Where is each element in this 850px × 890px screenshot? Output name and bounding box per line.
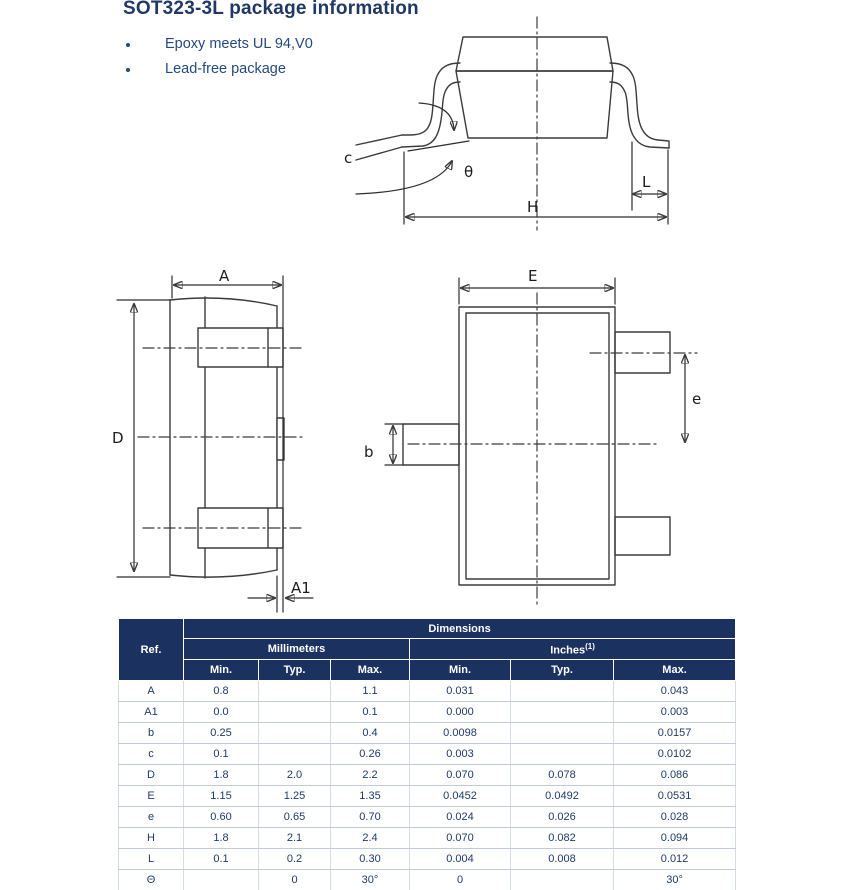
value-cell: 0.043 (614, 681, 736, 702)
dim-label-E: E (528, 267, 538, 285)
ref-cell: E (119, 786, 184, 807)
right-bottom-lead (615, 517, 670, 555)
value-cell: 30° (331, 870, 410, 890)
dimensions-table (118, 618, 735, 890)
lead-thickness-extension (356, 147, 402, 160)
right-lead (610, 82, 669, 148)
bullet-text: Lead-free package (165, 61, 286, 77)
value-cell: 2.1 (259, 828, 331, 849)
value-cell: 1.8 (184, 828, 259, 849)
package-body (170, 570, 277, 577)
table-row (119, 870, 736, 890)
value-cell (511, 744, 614, 765)
value-cell: 0.30 (331, 849, 410, 870)
value-cell: 0.60 (184, 807, 259, 828)
value-cell: 0.25 (184, 723, 259, 744)
value-cell: 0.0 (184, 702, 259, 723)
value-cell (259, 681, 331, 702)
package-top-view-figure (355, 252, 715, 620)
dim-label-D: D (112, 429, 124, 447)
table-row (119, 786, 736, 807)
value-cell: 0.65 (259, 807, 331, 828)
table-row (119, 702, 736, 723)
value-cell (511, 870, 614, 890)
value-cell: 0.003 (614, 702, 736, 723)
package-side-view-figure (335, 12, 690, 234)
value-cell: 2.2 (331, 765, 410, 786)
table-row (119, 723, 736, 744)
dim-label-A1: A1 (291, 579, 311, 597)
value-cell: 0.012 (614, 849, 736, 870)
value-cell: 0.026 (511, 807, 614, 828)
ref-cell: H (119, 828, 184, 849)
table-row (119, 828, 736, 849)
ref-cell: e (119, 807, 184, 828)
value-cell: 0.024 (410, 807, 511, 828)
dim-label-e: e (692, 390, 702, 408)
value-cell: 0.070 (410, 828, 511, 849)
inches-footnote-ref: (1) (585, 641, 595, 651)
lead-thickness-extension (356, 135, 402, 145)
dim-label-H: H (527, 198, 539, 216)
ref-cell: D (119, 765, 184, 786)
value-cell: 0.0492 (511, 786, 614, 807)
value-cell: 0.028 (614, 807, 736, 828)
value-cell (511, 681, 614, 702)
package-body-top (456, 37, 613, 71)
dim-label-L: L (642, 173, 651, 191)
inches-header: Inches$^{(1)}$ (410, 639, 736, 660)
value-cell: 0.2 (259, 849, 331, 870)
value-cell: 0.0452 (410, 786, 511, 807)
right-lead (610, 63, 669, 148)
value-cell: 0.1 (331, 702, 410, 723)
value-cell: 0.0098 (410, 723, 511, 744)
value-cell: 0.004 (410, 849, 511, 870)
ref-cell: L (119, 849, 184, 870)
value-cell: 0.078 (511, 765, 614, 786)
value-cell: 1.8 (184, 765, 259, 786)
value-cell: 0.082 (511, 828, 614, 849)
value-cell: 0 (410, 870, 511, 890)
dim-label-c: c (344, 149, 353, 167)
value-cell: 0.086 (614, 765, 736, 786)
ref-cell: Θ (119, 870, 184, 890)
value-cell: 0.0157 (614, 723, 736, 744)
dim-label-theta: θ (464, 163, 474, 181)
value-cell: 0.70 (331, 807, 410, 828)
value-cell: 0.1 (184, 849, 259, 870)
value-cell: 30° (614, 870, 736, 890)
dim-label-b: b (364, 443, 374, 461)
bullet-item (123, 36, 313, 53)
value-cell (259, 744, 331, 765)
dimensions-header: Dimensions (184, 619, 736, 639)
value-cell: 0.094 (614, 828, 736, 849)
bullet-list (123, 36, 313, 86)
value-cell: 2.4 (331, 828, 410, 849)
value-cell (259, 702, 331, 723)
page-title: SOT323-3L package information (123, 0, 419, 19)
col-header-min-mm: Min. (184, 660, 259, 681)
value-cell: 0.4 (331, 723, 410, 744)
ref-cell: b (119, 723, 184, 744)
value-cell: 1.35 (331, 786, 410, 807)
bullet-dot-icon (126, 68, 130, 72)
value-cell (511, 702, 614, 723)
value-cell (184, 870, 259, 890)
table-row (119, 744, 736, 765)
c-callout-arc (419, 103, 454, 130)
value-cell (511, 723, 614, 744)
dimensions-table-body (119, 681, 736, 890)
value-cell (259, 723, 331, 744)
value-cell: 0 (259, 870, 331, 890)
col-header-typ-in: Typ. (511, 660, 614, 681)
table-row (119, 807, 736, 828)
value-cell: 1.15 (184, 786, 259, 807)
value-cell: 0.031 (410, 681, 511, 702)
package-body-bottom (456, 71, 613, 138)
package-front-view-figure (95, 252, 335, 620)
value-cell: 2.0 (259, 765, 331, 786)
ref-cell: A (119, 681, 184, 702)
ref-cell: c (119, 744, 184, 765)
value-cell: 0.26 (331, 744, 410, 765)
value-cell: 0.000 (410, 702, 511, 723)
value-cell: 0.0102 (614, 744, 736, 765)
col-header-max-in: Max. (614, 660, 736, 681)
dim-label-A: A (219, 267, 230, 285)
col-header-typ-mm: Typ. (259, 660, 331, 681)
col-header-min-in: Min. (410, 660, 511, 681)
left-lead (402, 63, 460, 135)
bullet-dot-icon (126, 43, 130, 47)
bullet-text: Epoxy meets UL 94,V0 (165, 36, 313, 52)
package-body (170, 298, 277, 306)
ref-cell: A1 (119, 702, 184, 723)
bullet-item (123, 61, 313, 78)
table-row (119, 849, 736, 870)
left-lead (402, 82, 460, 147)
value-cell: 0.8 (184, 681, 259, 702)
value-cell: 0.003 (410, 744, 511, 765)
ref-column-header: Ref. (119, 619, 184, 681)
value-cell: 1.25 (259, 786, 331, 807)
value-cell: 0.0531 (614, 786, 736, 807)
value-cell: 1.1 (331, 681, 410, 702)
millimeters-header: Millimeters (184, 639, 410, 660)
value-cell: 0.070 (410, 765, 511, 786)
table-row (119, 765, 736, 786)
value-cell: 0.008 (511, 849, 614, 870)
col-header-max-mm: Max. (331, 660, 410, 681)
value-cell: 0.1 (184, 744, 259, 765)
table-row (119, 681, 736, 702)
